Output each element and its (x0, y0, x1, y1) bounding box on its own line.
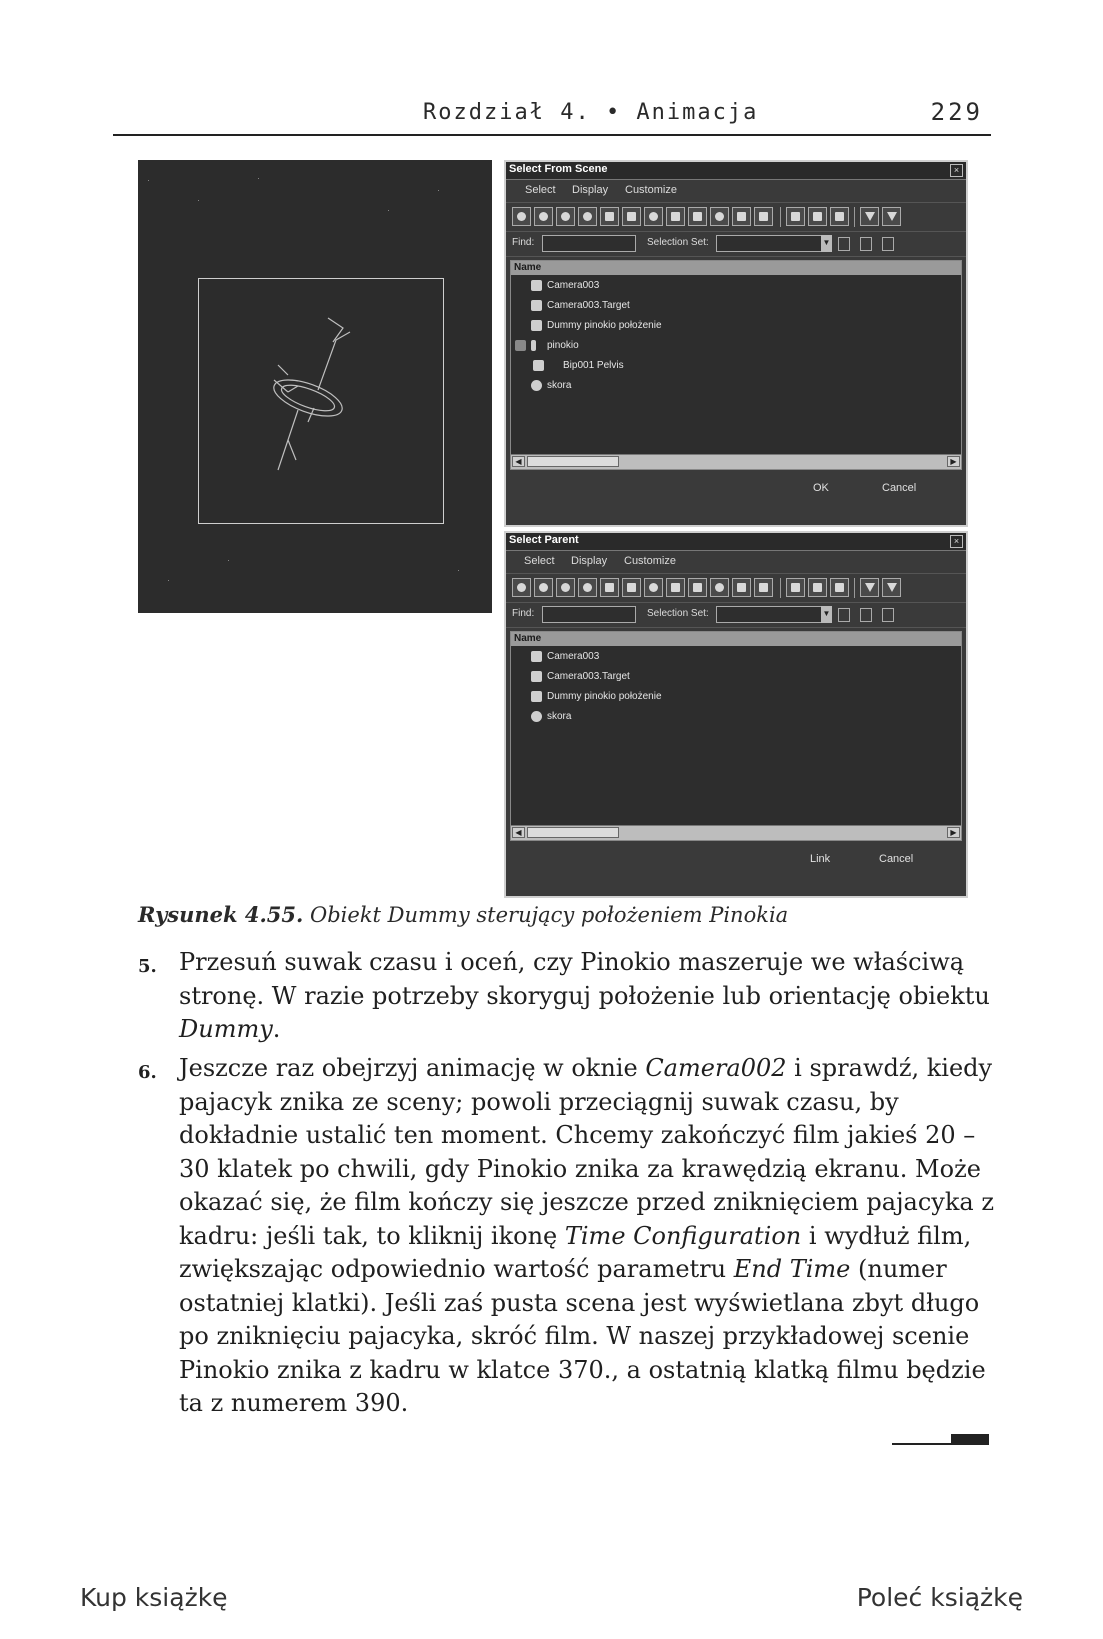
scroll-right-icon[interactable]: ▶ (947, 456, 960, 467)
menu-display[interactable]: Display (572, 184, 609, 196)
filter-toolbar (506, 203, 966, 232)
display-containers-icon[interactable] (710, 207, 729, 226)
list-item[interactable]: Bip001 Pelvis (511, 357, 941, 375)
find-input[interactable] (542, 235, 636, 252)
bone-icon (531, 340, 536, 351)
find-label: Find: (512, 608, 535, 619)
display-bones-icon[interactable] (688, 207, 707, 226)
menu-select[interactable]: Select (524, 555, 555, 567)
figure-caption-text: Obiekt Dummy sterujący położeniem Pinokia (310, 903, 789, 927)
dialog-title-bar (506, 162, 966, 180)
selection-set-remove-icon[interactable] (882, 608, 894, 622)
display-spacewarps-icon[interactable] (622, 207, 641, 226)
display-bones-icon[interactable] (688, 578, 707, 597)
step-number: 6. (138, 1062, 157, 1083)
filter-icon[interactable] (860, 578, 879, 597)
select-parent-dialog (504, 531, 968, 898)
list-item[interactable]: skora (511, 708, 941, 726)
scroll-thumb[interactable] (527, 456, 619, 467)
selection-set-add-icon[interactable] (860, 608, 872, 622)
camera-icon (531, 280, 542, 291)
display-lights-icon[interactable] (556, 578, 575, 597)
chevron-down-icon[interactable]: ▼ (821, 235, 832, 252)
buy-book-link[interactable]: Kup książkę (80, 1583, 228, 1612)
selection-set-dropdown[interactable] (716, 606, 832, 623)
display-cameras-icon[interactable] (578, 578, 597, 597)
filter-options-icon[interactable] (882, 207, 901, 226)
figure-caption (138, 902, 788, 927)
horizontal-scrollbar[interactable] (511, 454, 961, 469)
selection-set-label: Selection Set: (647, 237, 709, 248)
display-helpers-icon[interactable] (600, 578, 619, 597)
recommend-book-link[interactable]: Poleć książkę (856, 1583, 1023, 1612)
close-icon[interactable]: × (950, 164, 963, 177)
collapse-icon[interactable] (515, 340, 526, 351)
toolbar-separator (780, 207, 781, 227)
filter-icon[interactable] (860, 207, 879, 226)
list-item[interactable]: Camera003.Target (511, 297, 941, 315)
ok-button[interactable]: OK (813, 482, 829, 494)
list-item[interactable]: Camera003 (511, 648, 941, 666)
geometry-icon (531, 711, 542, 722)
select-invert-icon[interactable] (830, 578, 849, 597)
scroll-left-icon[interactable]: ◀ (512, 456, 525, 467)
link-button[interactable]: Link (810, 853, 831, 865)
running-header (113, 98, 991, 136)
selection-set-icon[interactable] (838, 608, 850, 622)
object-list (510, 260, 962, 470)
dialog-title-bar (506, 533, 966, 551)
filter-options-icon[interactable] (882, 578, 901, 597)
camera-target-icon (531, 671, 542, 682)
display-cameras-icon[interactable] (578, 207, 597, 226)
scroll-right-icon[interactable]: ▶ (947, 827, 960, 838)
display-all-icon[interactable] (732, 578, 751, 597)
display-all-icon[interactable] (732, 207, 751, 226)
display-lights-icon[interactable] (556, 207, 575, 226)
step-text: Jeszcze raz obejrzyj animację w oknie Camera002 i sprawdź, kiedy pajacyk znika ze sceny; powoli przeciągnij suwak czasu, by dokładnie ustalić ten moment. Chcemy zakończyć film jakieś 20 – 30 klatek po chwili, gdy Pinokio znika za krawędzią ekranu. Może okazać się, że film kończy się jeszcze przed zniknięciem pajacyka z kadru: jeśli tak, to kliknij ikonę Time Configuration i wydłuż film, zwiększając odpowiednio wartość parametru End Time (numer ostatniej klatki). Jeśli zaś pusta scena jest wyświetlana zbyt długo po zniknięciu pajacyka, skróć film. W naszej przykładowej scenie Pinokio znika z kadru w klatce 370., a ostatnią klatką filmu będzie ta z numerem 390. (179, 1054, 994, 1417)
toolbar-separator (854, 578, 855, 598)
column-header-name[interactable]: Name (511, 632, 961, 646)
list-item[interactable]: pinokio (511, 337, 941, 355)
select-all-icon[interactable] (786, 578, 805, 597)
dialog-title: Select From Scene (509, 163, 608, 175)
scroll-left-icon[interactable]: ◀ (512, 827, 525, 838)
page-number: 229 (930, 98, 983, 126)
camera-target-icon (531, 300, 542, 311)
list-item[interactable]: skora (511, 377, 941, 395)
chapter-title: Rozdział 4. • Animacja (423, 100, 759, 125)
cancel-button[interactable]: Cancel (879, 853, 914, 865)
display-none-icon[interactable] (754, 578, 773, 597)
display-groups-icon[interactable] (644, 207, 663, 226)
figure-label: Rysunek 4.55. (138, 902, 304, 927)
selection-set-remove-icon[interactable] (882, 237, 894, 251)
select-none-icon[interactable] (808, 207, 827, 226)
display-xrefs-icon[interactable] (666, 207, 685, 226)
camera-viewport-image (138, 160, 492, 613)
helper-icon (531, 691, 542, 702)
find-row (506, 603, 966, 628)
list-item (138, 946, 998, 1047)
list-item[interactable]: Camera003 (511, 277, 941, 295)
toolbar-separator (780, 578, 781, 598)
display-none-icon[interactable] (754, 207, 773, 226)
dialog-title: Select Parent (509, 534, 579, 546)
horizontal-scrollbar[interactable] (511, 825, 961, 840)
display-spacewarps-icon[interactable] (622, 578, 641, 597)
menu-bar (506, 180, 966, 203)
find-input[interactable] (542, 606, 636, 623)
cancel-button[interactable]: Cancel (882, 482, 917, 494)
select-invert-icon[interactable] (830, 207, 849, 226)
display-helpers-icon[interactable] (600, 207, 619, 226)
object-list (510, 631, 962, 841)
camera-icon (531, 651, 542, 662)
display-geometry-icon[interactable] (512, 207, 531, 226)
select-none-icon[interactable] (808, 578, 827, 597)
selection-set-dropdown[interactable] (716, 235, 832, 252)
menu-customize[interactable]: Customize (624, 555, 676, 567)
filter-toolbar (506, 574, 966, 603)
pinocchio-wireframe (138, 160, 492, 613)
display-containers-icon[interactable] (710, 578, 729, 597)
select-from-scene-dialog (504, 160, 968, 527)
find-row (506, 232, 966, 257)
find-label: Find: (512, 237, 535, 248)
scroll-thumb[interactable] (527, 827, 619, 838)
display-xrefs-icon[interactable] (666, 578, 685, 597)
menu-select[interactable]: Select (525, 184, 556, 196)
list-item (138, 1052, 998, 1421)
selection-set-icon[interactable] (838, 237, 850, 251)
list-item[interactable]: Dummy pinokio położenie (511, 688, 941, 706)
display-groups-icon[interactable] (644, 578, 663, 597)
section-end-mark (892, 1443, 989, 1445)
geometry-icon (531, 380, 542, 391)
menu-customize[interactable]: Customize (625, 184, 677, 196)
selection-set-label: Selection Set: (647, 608, 709, 619)
biped-icon (533, 360, 544, 371)
select-all-icon[interactable] (786, 207, 805, 226)
display-geometry-icon[interactable] (512, 578, 531, 597)
toolbar-separator (854, 207, 855, 227)
helper-icon (531, 320, 542, 331)
chevron-down-icon[interactable]: ▼ (821, 606, 832, 623)
column-header-name[interactable]: Name (511, 261, 961, 275)
display-shapes-icon[interactable] (534, 578, 553, 597)
menu-bar (506, 551, 966, 574)
step-number: 5. (138, 956, 157, 977)
close-icon[interactable]: × (950, 535, 963, 548)
display-shapes-icon[interactable] (534, 207, 553, 226)
selection-set-add-icon[interactable] (860, 237, 872, 251)
list-item[interactable]: Camera003.Target (511, 668, 941, 686)
step-text: Przesuń suwak czasu i oceń, czy Pinokio maszeruje we właściwą stronę. W razie potrzeby skoryguj położenie lub orientację obiektu Dummy. (179, 948, 990, 1043)
list-item[interactable]: Dummy pinokio położenie (511, 317, 941, 335)
menu-display[interactable]: Display (571, 555, 608, 567)
